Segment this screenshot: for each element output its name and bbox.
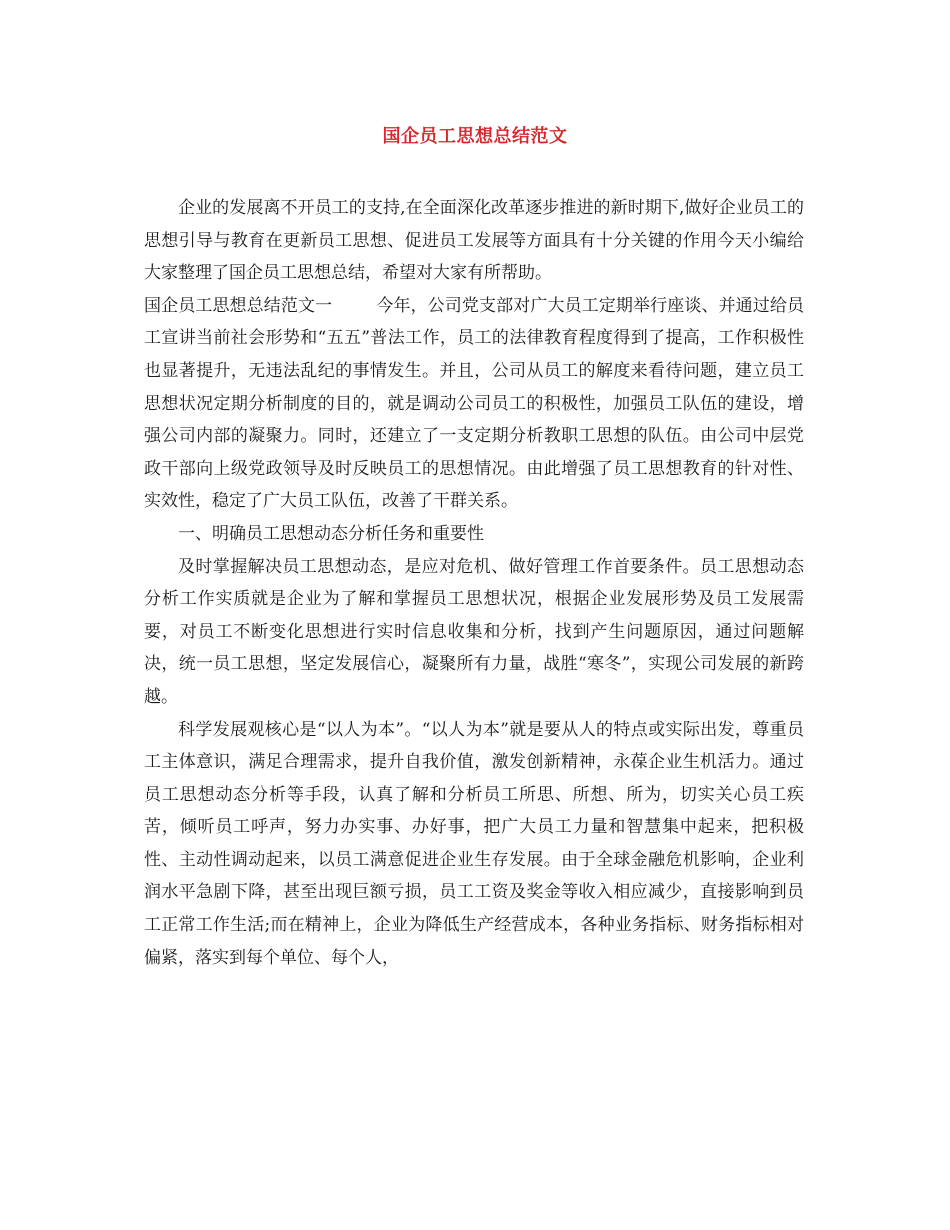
section-one-paragraph — [144, 290, 804, 518]
section-one-heading: 国企员工思想总结范文一 — [144, 295, 333, 316]
section-one-text: 今年，公司党支部对广大员工定期举行座谈、并通过给员工宣讲当前社会形势和“五五”普法工作，员工的法律教育程度得到了提高，工作积极性也显著提升，无违法乱纪的事情发生。并且，公司从员工的解度来看待问题，建立员工思想状况定期分析制度的目的，就是调动公司员工的积极性，加强员工队伍的建设，增强公司内部的凝聚力。同时，还建立了一支定期分析教职工思想的队伍。由公司中层党政干部向上级党政领导及时反映员工的思想情况。由此增强了员工思想教育的针对性、实效性，稳定了广大员工队伍，改善了干群关系。 — [144, 295, 805, 512]
paragraph-two: 科学发展观核心是“以人为本”。“以人为本”就是要从人的特点或实际出发，尊重员工主体意识，满足合理需求，提升自我价值，激发创新精神，永葆企业生机活力。通过员工思想动态分析等手段，认真了解和分析员工所思、所想、所为，切实关心员工疾苦，倾听员工呼声，努力办实事、办好事，把广大员工力量和智慧集中起来，把积极性、主动性调动起来，以员工满意促进企业生存发展。由于全球金融危机影响，企业利润水平急剧下降，甚至出现巨额亏损，员工工资及奖金等收入相应减少，直接影响到员工正常工作生活;而在精神上，企业为降低生产经营成本，各种业务指标、财务指标相对偏紧，落实到每个单位、每个人， — [144, 719, 804, 968]
document-title: 国企员工思想总结范文 — [382, 126, 568, 147]
subheading-one: 一、明确员工思想动态分析任务和重要性 — [178, 523, 484, 544]
intro-paragraph: 企业的发展离不开员工的支持,在全面深化改革逐步推进的新时期下,做好企业员工的思想引导与教育在更新员工思想、促进员工发展等方面具有十分关键的作用今天小编给大家整理了国企员工思想总结，希望对大家有所帮助。 — [144, 198, 804, 284]
document-body — [144, 192, 804, 974]
paragraph-one: 及时掌握解决员工思想动态，是应对危机、做好管理工作首要条件。员工思想动态分析工作实质就是企业为了解和掌握员工思想状况，根据企业发展形势及员工发展需要，对员工不断变化思想进行实时信息收集和分析，找到产生问题原因，通过问题解决，统一员工思想，坚定发展信心，凝聚所有力量，战胜“寒冬”，实现公司发展的新跨越。 — [144, 556, 804, 707]
